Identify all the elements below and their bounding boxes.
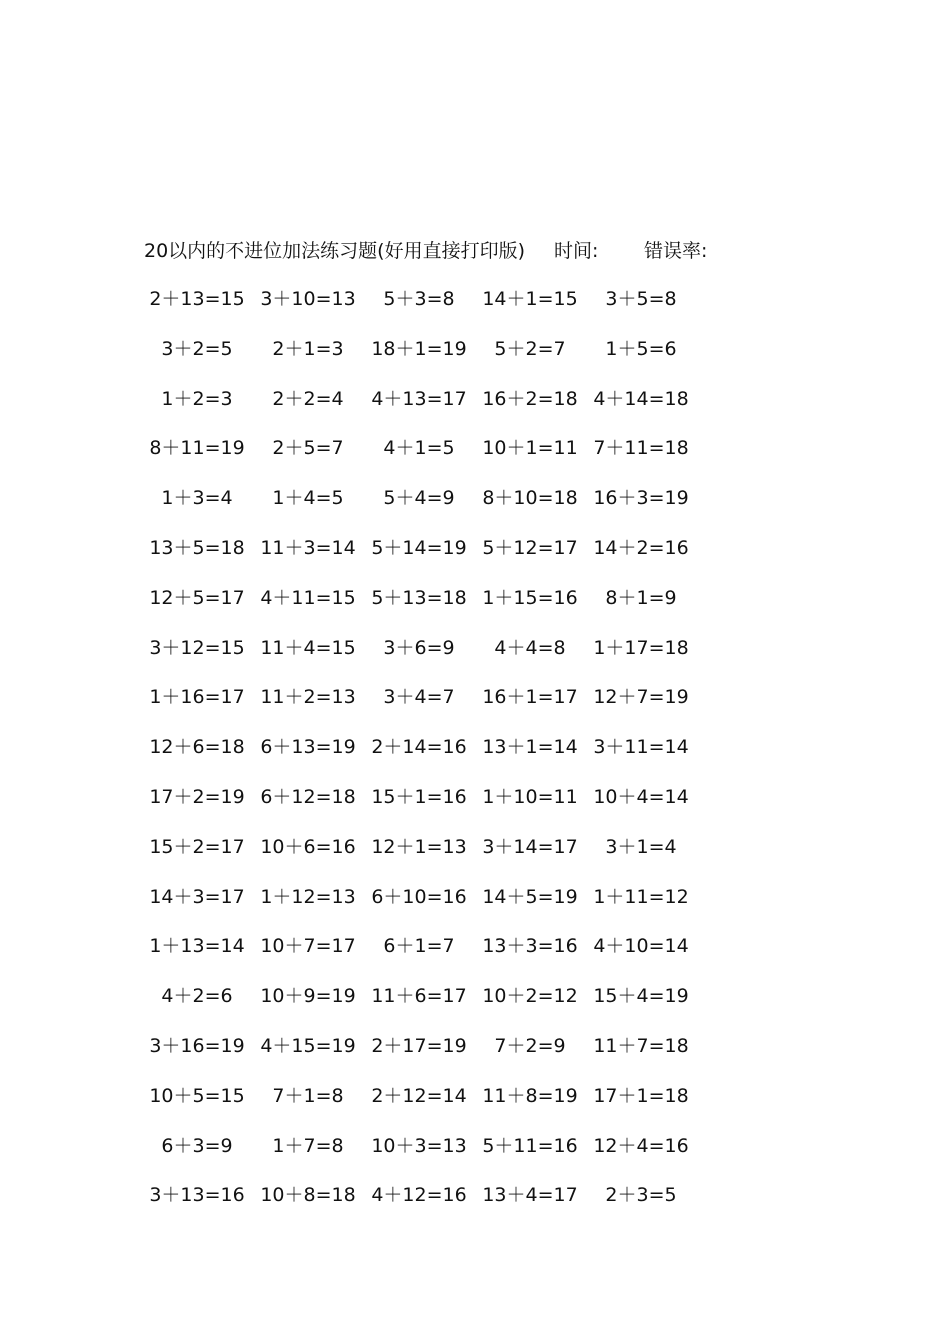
- addition-problem: 3＋16=19: [149, 1034, 245, 1057]
- addition-problem: 5＋2=7: [494, 337, 566, 360]
- problem-row: [0, 1081, 950, 1131]
- problem-row: [0, 1031, 950, 1081]
- addition-problem: 5＋11=16: [482, 1134, 578, 1157]
- addition-problem: 7＋2=9: [494, 1034, 566, 1057]
- addition-problem: 3＋4=7: [383, 686, 455, 709]
- addition-problem: 4＋4=8: [494, 636, 566, 659]
- addition-problem: 6＋13=19: [260, 736, 356, 759]
- addition-problem: 7＋1=8: [272, 1084, 344, 1107]
- problem-row: [0, 882, 950, 932]
- problem-row: [0, 533, 950, 583]
- problem-row: [0, 682, 950, 732]
- addition-problem: 15＋4=19: [593, 985, 689, 1008]
- problem-row: [0, 583, 950, 633]
- addition-problem: 3＋2=5: [161, 337, 233, 360]
- addition-problem: 1＋11=12: [593, 885, 689, 908]
- addition-problem: 10＋6=16: [260, 835, 356, 858]
- addition-problem: 14＋5=19: [482, 885, 578, 908]
- addition-problem: 4＋15=19: [260, 1034, 356, 1057]
- addition-problem: 10＋8=18: [260, 1184, 356, 1207]
- addition-problem: 10＋7=17: [260, 935, 356, 958]
- worksheet-title: 20以内的不进位加法练习题(好用直接打印版): [144, 240, 526, 262]
- addition-problem: 13＋1=14: [482, 736, 578, 759]
- addition-problem: 6＋10=16: [371, 885, 467, 908]
- problem-row: [0, 384, 950, 434]
- time-label: 时间:: [554, 240, 599, 262]
- problem-row: [0, 782, 950, 832]
- addition-problem: 7＋11=18: [593, 437, 689, 460]
- problem-row: [0, 981, 950, 1031]
- addition-problem: 2＋14=16: [371, 736, 467, 759]
- addition-problem: 2＋5=7: [272, 437, 344, 460]
- addition-problem: 10＋2=12: [482, 985, 578, 1008]
- addition-problem: 3＋6=9: [383, 636, 455, 659]
- addition-problem: 14＋1=15: [482, 288, 578, 310]
- addition-problem: 2＋1=3: [272, 337, 344, 360]
- addition-problem: 1＋2=3: [161, 387, 233, 410]
- addition-problem: 16＋1=17: [482, 686, 578, 709]
- addition-problem: 3＋12=15: [149, 636, 245, 659]
- addition-problem: 17＋2=19: [149, 785, 245, 808]
- addition-problem: 3＋1=4: [605, 835, 677, 858]
- addition-problem: 1＋4=5: [272, 487, 344, 510]
- addition-problem: 5＋12=17: [482, 536, 578, 559]
- problem-row: [0, 284, 950, 334]
- addition-problem: 11＋6=17: [371, 985, 467, 1008]
- addition-problem: 3＋10=13: [260, 288, 356, 310]
- addition-problem: 8＋1=9: [605, 586, 677, 609]
- addition-problem: 4＋13=17: [371, 387, 467, 410]
- addition-problem: 3＋14=17: [482, 835, 578, 858]
- addition-problem: 4＋10=14: [593, 935, 689, 958]
- addition-problem: 10＋5=15: [149, 1084, 245, 1107]
- addition-problem: 12＋4=16: [593, 1134, 689, 1157]
- addition-problem: 16＋2=18: [482, 387, 578, 410]
- addition-problem: 18＋1=19: [371, 337, 467, 360]
- addition-problem: 1＋3=4: [161, 487, 233, 510]
- addition-problem: 13＋5=18: [149, 536, 245, 559]
- addition-problem: 11＋4=15: [260, 636, 356, 659]
- addition-problem: 14＋2=16: [593, 536, 689, 559]
- addition-problem: 12＋7=19: [593, 686, 689, 709]
- addition-problem: 2＋13=15: [149, 288, 245, 310]
- addition-problem: 10＋9=19: [260, 985, 356, 1008]
- addition-problem: 5＋4=9: [383, 487, 455, 510]
- addition-problem: 8＋11=19: [149, 437, 245, 460]
- addition-problem: 4＋1=5: [383, 437, 455, 460]
- addition-problem: 4＋11=15: [260, 586, 356, 609]
- addition-problem: 11＋7=18: [593, 1034, 689, 1057]
- problem-row: [0, 1180, 950, 1230]
- addition-problem: 6＋1=7: [383, 935, 455, 958]
- addition-problem: 4＋2=6: [161, 985, 233, 1008]
- addition-problem: 1＋17=18: [593, 636, 689, 659]
- addition-problem: 11＋3=14: [260, 536, 356, 559]
- addition-problem: 16＋3=19: [593, 487, 689, 510]
- addition-problem: 5＋3=8: [383, 288, 455, 310]
- problem-row: [0, 433, 950, 483]
- problem-row: [0, 334, 950, 384]
- problem-row: [0, 483, 950, 533]
- addition-problem: 1＋13=14: [149, 935, 245, 958]
- addition-problem: 8＋10=18: [482, 487, 578, 510]
- addition-problem: 10＋4=14: [593, 785, 689, 808]
- addition-problem: 10＋3=13: [371, 1134, 467, 1157]
- addition-problem: 2＋17=19: [371, 1034, 467, 1057]
- worksheet-header: [144, 236, 844, 266]
- addition-problem: 13＋4=17: [482, 1184, 578, 1207]
- addition-problem: 2＋3=5: [605, 1184, 677, 1207]
- addition-problem: 13＋3=16: [482, 935, 578, 958]
- addition-problem: 3＋13=16: [149, 1184, 245, 1207]
- problem-row: [0, 1131, 950, 1181]
- addition-problem: 1＋5=6: [605, 337, 677, 360]
- addition-problem: 1＋16=17: [149, 686, 245, 709]
- problem-grid: [0, 284, 950, 1230]
- addition-problem: 2＋12=14: [371, 1084, 467, 1107]
- addition-problem: 1＋7=8: [272, 1134, 344, 1157]
- addition-problem: 1＋10=11: [482, 785, 578, 808]
- error-rate-label: 错误率:: [644, 240, 708, 262]
- addition-problem: 2＋2=4: [272, 387, 344, 410]
- addition-problem: 11＋2=13: [260, 686, 356, 709]
- problem-row: [0, 633, 950, 683]
- problem-row: [0, 732, 950, 782]
- addition-problem: 1＋12=13: [260, 885, 356, 908]
- addition-problem: 15＋2=17: [149, 835, 245, 858]
- addition-problem: 6＋12=18: [260, 785, 356, 808]
- addition-problem: 4＋14=18: [593, 387, 689, 410]
- addition-problem: 17＋1=18: [593, 1084, 689, 1107]
- problem-row: [0, 832, 950, 882]
- addition-problem: 14＋3=17: [149, 885, 245, 908]
- addition-problem: 12＋5=17: [149, 586, 245, 609]
- addition-problem: 1＋15=16: [482, 586, 578, 609]
- addition-problem: 4＋12=16: [371, 1184, 467, 1207]
- addition-problem: 3＋5=8: [605, 288, 677, 310]
- addition-problem: 12＋1=13: [371, 835, 467, 858]
- addition-problem: 5＋14=19: [371, 536, 467, 559]
- addition-problem: 6＋3=9: [161, 1134, 233, 1157]
- addition-problem: 12＋6=18: [149, 736, 245, 759]
- problem-row: [0, 931, 950, 981]
- addition-problem: 3＋11=14: [593, 736, 689, 759]
- addition-problem: 10＋1=11: [482, 437, 578, 460]
- addition-problem: 5＋13=18: [371, 586, 467, 609]
- addition-problem: 11＋8=19: [482, 1084, 578, 1107]
- addition-problem: 15＋1=16: [371, 785, 467, 808]
